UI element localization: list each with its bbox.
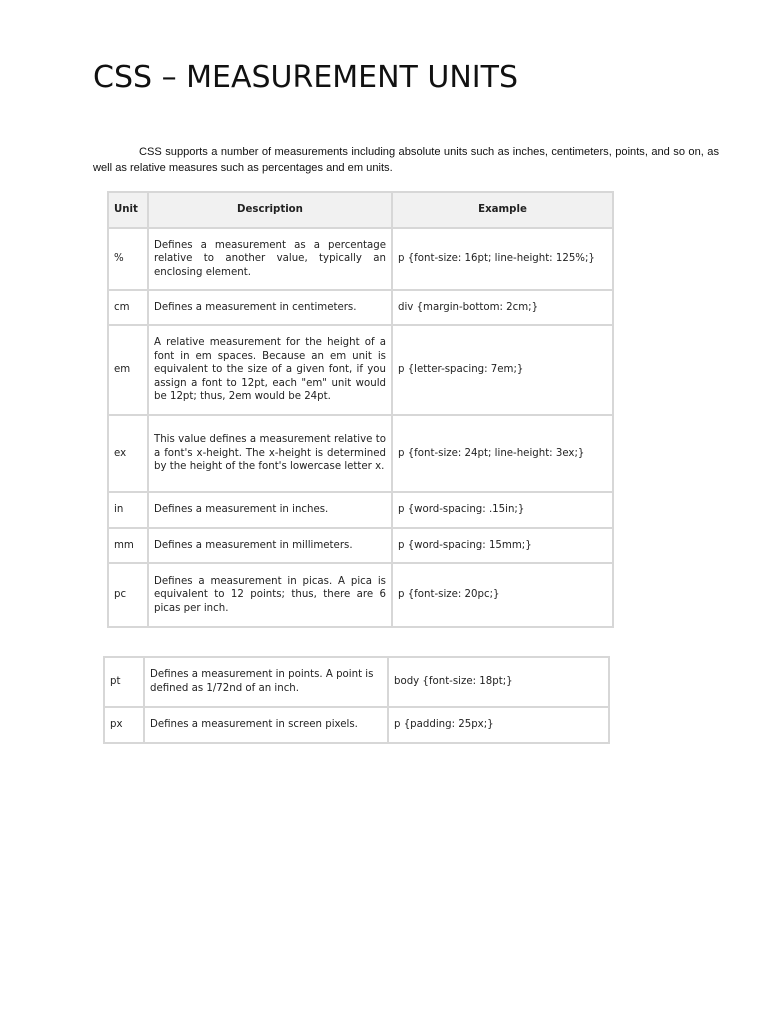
table-row [108, 415, 613, 492]
table-row [108, 528, 613, 563]
unit-cell: cm [108, 290, 148, 325]
description-cell: Defines a measurement in centimeters. [148, 290, 392, 325]
intro-paragraph: CSS supports a number of measurements including absolute units such as inches, centimeters, points, and so on, as well as relative measures such as percentages and em units. [93, 146, 719, 174]
example-cell: p {word-spacing: .15in;} [392, 492, 613, 528]
unit-cell: pc [108, 563, 148, 627]
table-row [108, 563, 613, 627]
example-cell: p {font-size: 16pt; line-height: 125%;} [392, 228, 613, 290]
description-cell: Defines a measurement in inches. [148, 492, 392, 528]
unit-cell: mm [108, 528, 148, 563]
example-cell: p {font-size: 20pc;} [392, 563, 613, 627]
example-column-header: Example [392, 192, 613, 228]
table-header-row [108, 192, 613, 228]
table-row [108, 290, 613, 325]
example-cell: p {word-spacing: 15mm;} [392, 528, 613, 563]
description-cell: A relative measurement for the height of a font in em spaces. Because an em unit is equivalent to the size of a given font, if you assign a font to 12pt, each "em" unit would be 12pt; thus, 2em would be 24pt. [148, 325, 392, 415]
unit-cell: in [108, 492, 148, 528]
example-cell: body {font-size: 18pt;} [388, 657, 609, 707]
description-cell: Defines a measurement in points. A point is defined as 1/72nd of an inch. [144, 657, 388, 707]
table-row [108, 325, 613, 415]
description-cell: Defines a measurement in picas. A pica is equivalent to 12 points; thus, there are 6 picas per inch. [148, 563, 392, 627]
unit-cell: ex [108, 415, 148, 492]
page-title: CSS – MEASUREMENT UNITS [93, 60, 519, 95]
unit-cell: em [108, 325, 148, 415]
units-table-continued [103, 656, 610, 744]
table-row [104, 657, 609, 707]
description-cell: Defines a measurement as a percentage relative to another value, typically an enclosing element. [148, 228, 392, 290]
unit-column-header: Unit [108, 192, 148, 228]
table-row [108, 492, 613, 528]
table-row [104, 707, 609, 743]
unit-cell: pt [104, 657, 144, 707]
example-cell: div {margin-bottom: 2cm;} [392, 290, 613, 325]
description-cell: Defines a measurement in screen pixels. [144, 707, 388, 743]
table-row [108, 228, 613, 290]
example-cell: p {letter-spacing: 7em;} [392, 325, 613, 415]
example-cell: p {padding: 25px;} [388, 707, 609, 743]
unit-cell: % [108, 228, 148, 290]
description-cell: This value defines a measurement relative to a font's x-height. The x-height is determined by the height of the font's lowercase letter x. [148, 415, 392, 492]
description-column-header: Description [148, 192, 392, 228]
unit-cell: px [104, 707, 144, 743]
example-cell: p {font-size: 24pt; line-height: 3ex;} [392, 415, 613, 492]
description-cell: Defines a measurement in millimeters. [148, 528, 392, 563]
units-table [107, 191, 614, 628]
